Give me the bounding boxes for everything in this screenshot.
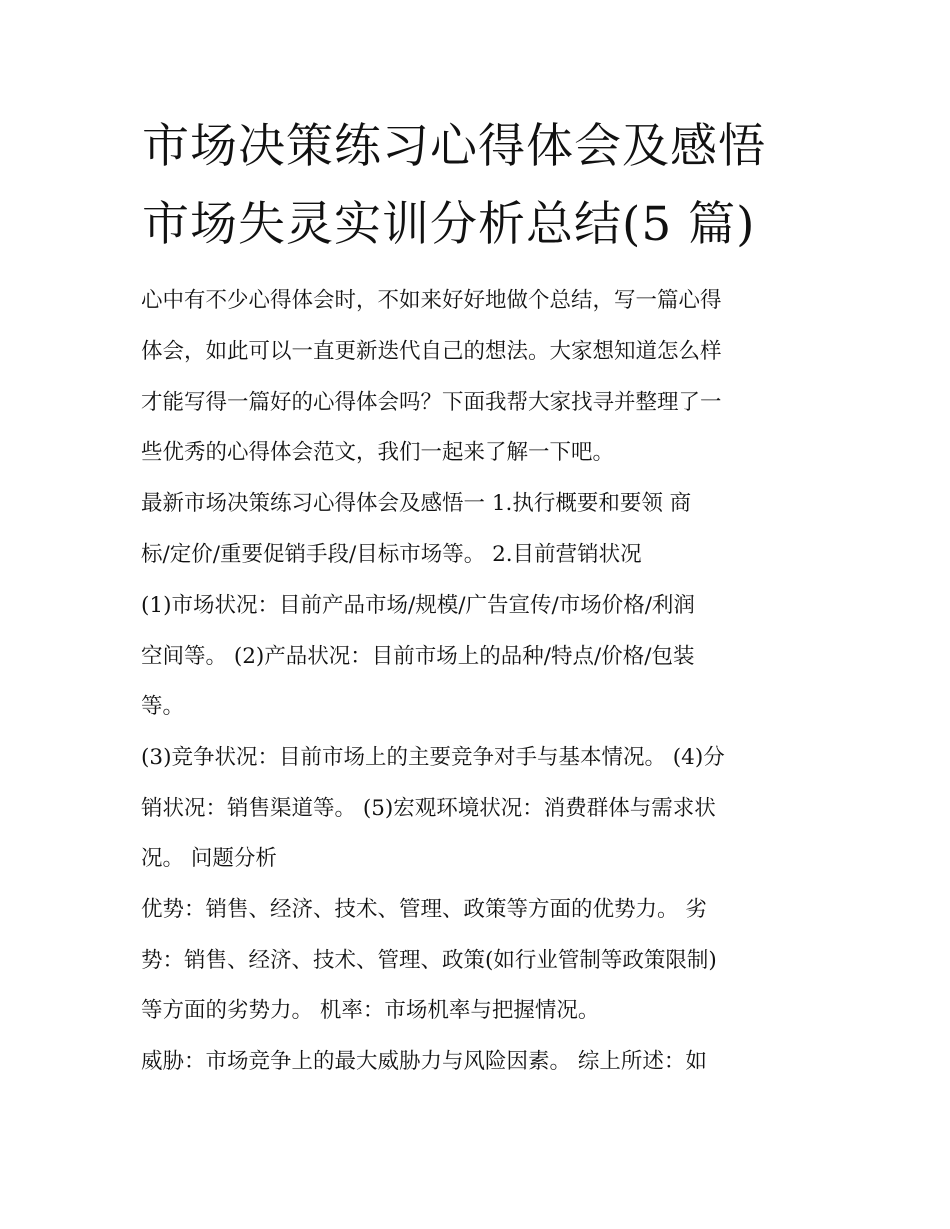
body-line: 空间等。 (2)产品状况：目前市场上的品种/特点/价格/包装: [141, 644, 695, 669]
body-line: 销状况：销售渠道等。 (5)宏观环境状况：消费群体与需求状: [141, 796, 716, 821]
body-line: (1)市场状况：目前产品市场/规模/广告宣传/市场价格/利润: [141, 593, 695, 618]
body-line: 优势：销售、经济、技术、管理、政策等方面的优势力。 劣: [141, 897, 707, 922]
body-line: 最新市场决策练习心得体会及感悟一 1.执行概要和要领 商: [141, 491, 692, 516]
body-line: 势：销售、经济、技术、管理、政策(如行业管制等政策限制): [141, 948, 717, 973]
body-line: 标/定价/重要促销手段/目标市场等。 2.目前营销状况: [141, 542, 642, 567]
body-line: (3)竞争状况：目前市场上的主要竞争对手与基本情况。 (4)分: [141, 745, 725, 770]
title-line-1: 市场决策练习心得体会及感悟: [142, 119, 766, 174]
body-line: 等。: [141, 694, 185, 719]
body-line: 威胁：市场竞争上的最大威胁力与风险因素。 综上所述：如: [141, 1049, 707, 1074]
body-line: 心中有不少心得体会时，不如来好好地做个总结，写一篇心得: [141, 288, 722, 313]
body-line: 体会，如此可以一直更新迭代自己的想法。大家想知道怎么样: [141, 339, 722, 364]
title-line-2: 市场失灵实训分析总结(5 篇): [142, 197, 756, 252]
body-line: 况。 问题分析: [141, 846, 277, 871]
body-line: 才能写得一篇好的心得体会吗？下面我帮大家找寻并整理了一: [141, 390, 722, 415]
body-line: 等方面的劣势力。 机率：市场机率与把握情况。: [141, 998, 600, 1023]
body-line: 些优秀的心得体会范文，我们一起来了解一下吧。: [141, 440, 615, 465]
